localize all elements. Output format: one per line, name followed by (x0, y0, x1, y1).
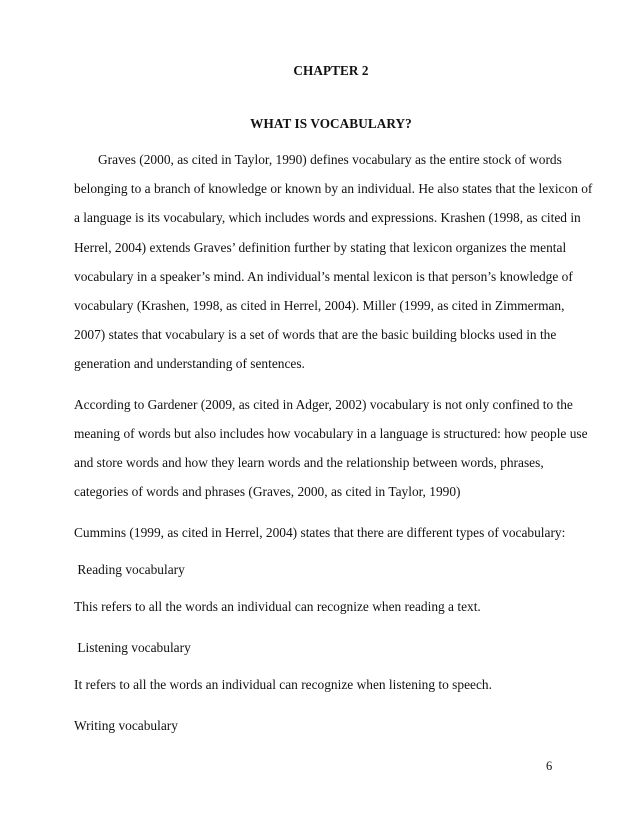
paragraph-line: Cummins (1999, as cited in Herrel, 2004) states that there are different types of vocabulary: (74, 525, 566, 540)
paragraph-line: vocabulary in a speaker’s mind. An individual’s mental lexicon is that person’s knowledge of (74, 269, 573, 284)
chapter-title: WHAT IS VOCABULARY? (250, 116, 412, 131)
paragraph-line: It refers to all the words an individual can recognize when listening to speech. (74, 677, 492, 692)
paragraph-line: meaning of words but also includes how vocabulary in a language is structured: how people use (74, 426, 588, 441)
paragraph-line: According to Gardener (2009, as cited in Adger, 2002) vocabulary is not only confined to the (74, 397, 573, 412)
paragraph-line: generation and understanding of sentences. (74, 356, 305, 371)
paragraph-line: Graves (2000, as cited in Taylor, 1990) defines vocabulary as the entire stock of words (98, 152, 562, 167)
paragraph-line: a language is its vocabulary, which includes words and expressions. Krashen (1998, as cited in (74, 210, 581, 225)
chapter-number: CHAPTER 2 (293, 63, 369, 78)
paragraph-line: vocabulary (Krashen, 1998, as cited in Herrel, 2004). Miller (1999, as cited in Zimmerman, (74, 298, 565, 313)
paragraph-line: and store words and how they learn words and the relationship between words, phrases, (74, 455, 544, 470)
page-number: 6 (546, 759, 553, 773)
subheading-writing-vocabulary: Writing vocabulary (74, 718, 178, 733)
paragraph-line: This refers to all the words an individual can recognize when reading a text. (74, 599, 481, 614)
paragraph-line: belonging to a branch of knowledge or known by an individual. He also states that the lexicon of (74, 181, 593, 196)
paragraph-line: categories of words and phrases (Graves, 2000, as cited in Taylor, 1990) (74, 484, 461, 499)
paragraph-line: 2007) states that vocabulary is a set of words that are the basic building blocks used in the (74, 327, 557, 342)
paragraph-line: Herrel, 2004) extends Graves’ definition further by stating that lexicon organizes the mental (74, 240, 567, 255)
subheading-reading-vocabulary: Reading vocabulary (74, 562, 185, 577)
subheading-listening-vocabulary: Listening vocabulary (74, 640, 191, 655)
